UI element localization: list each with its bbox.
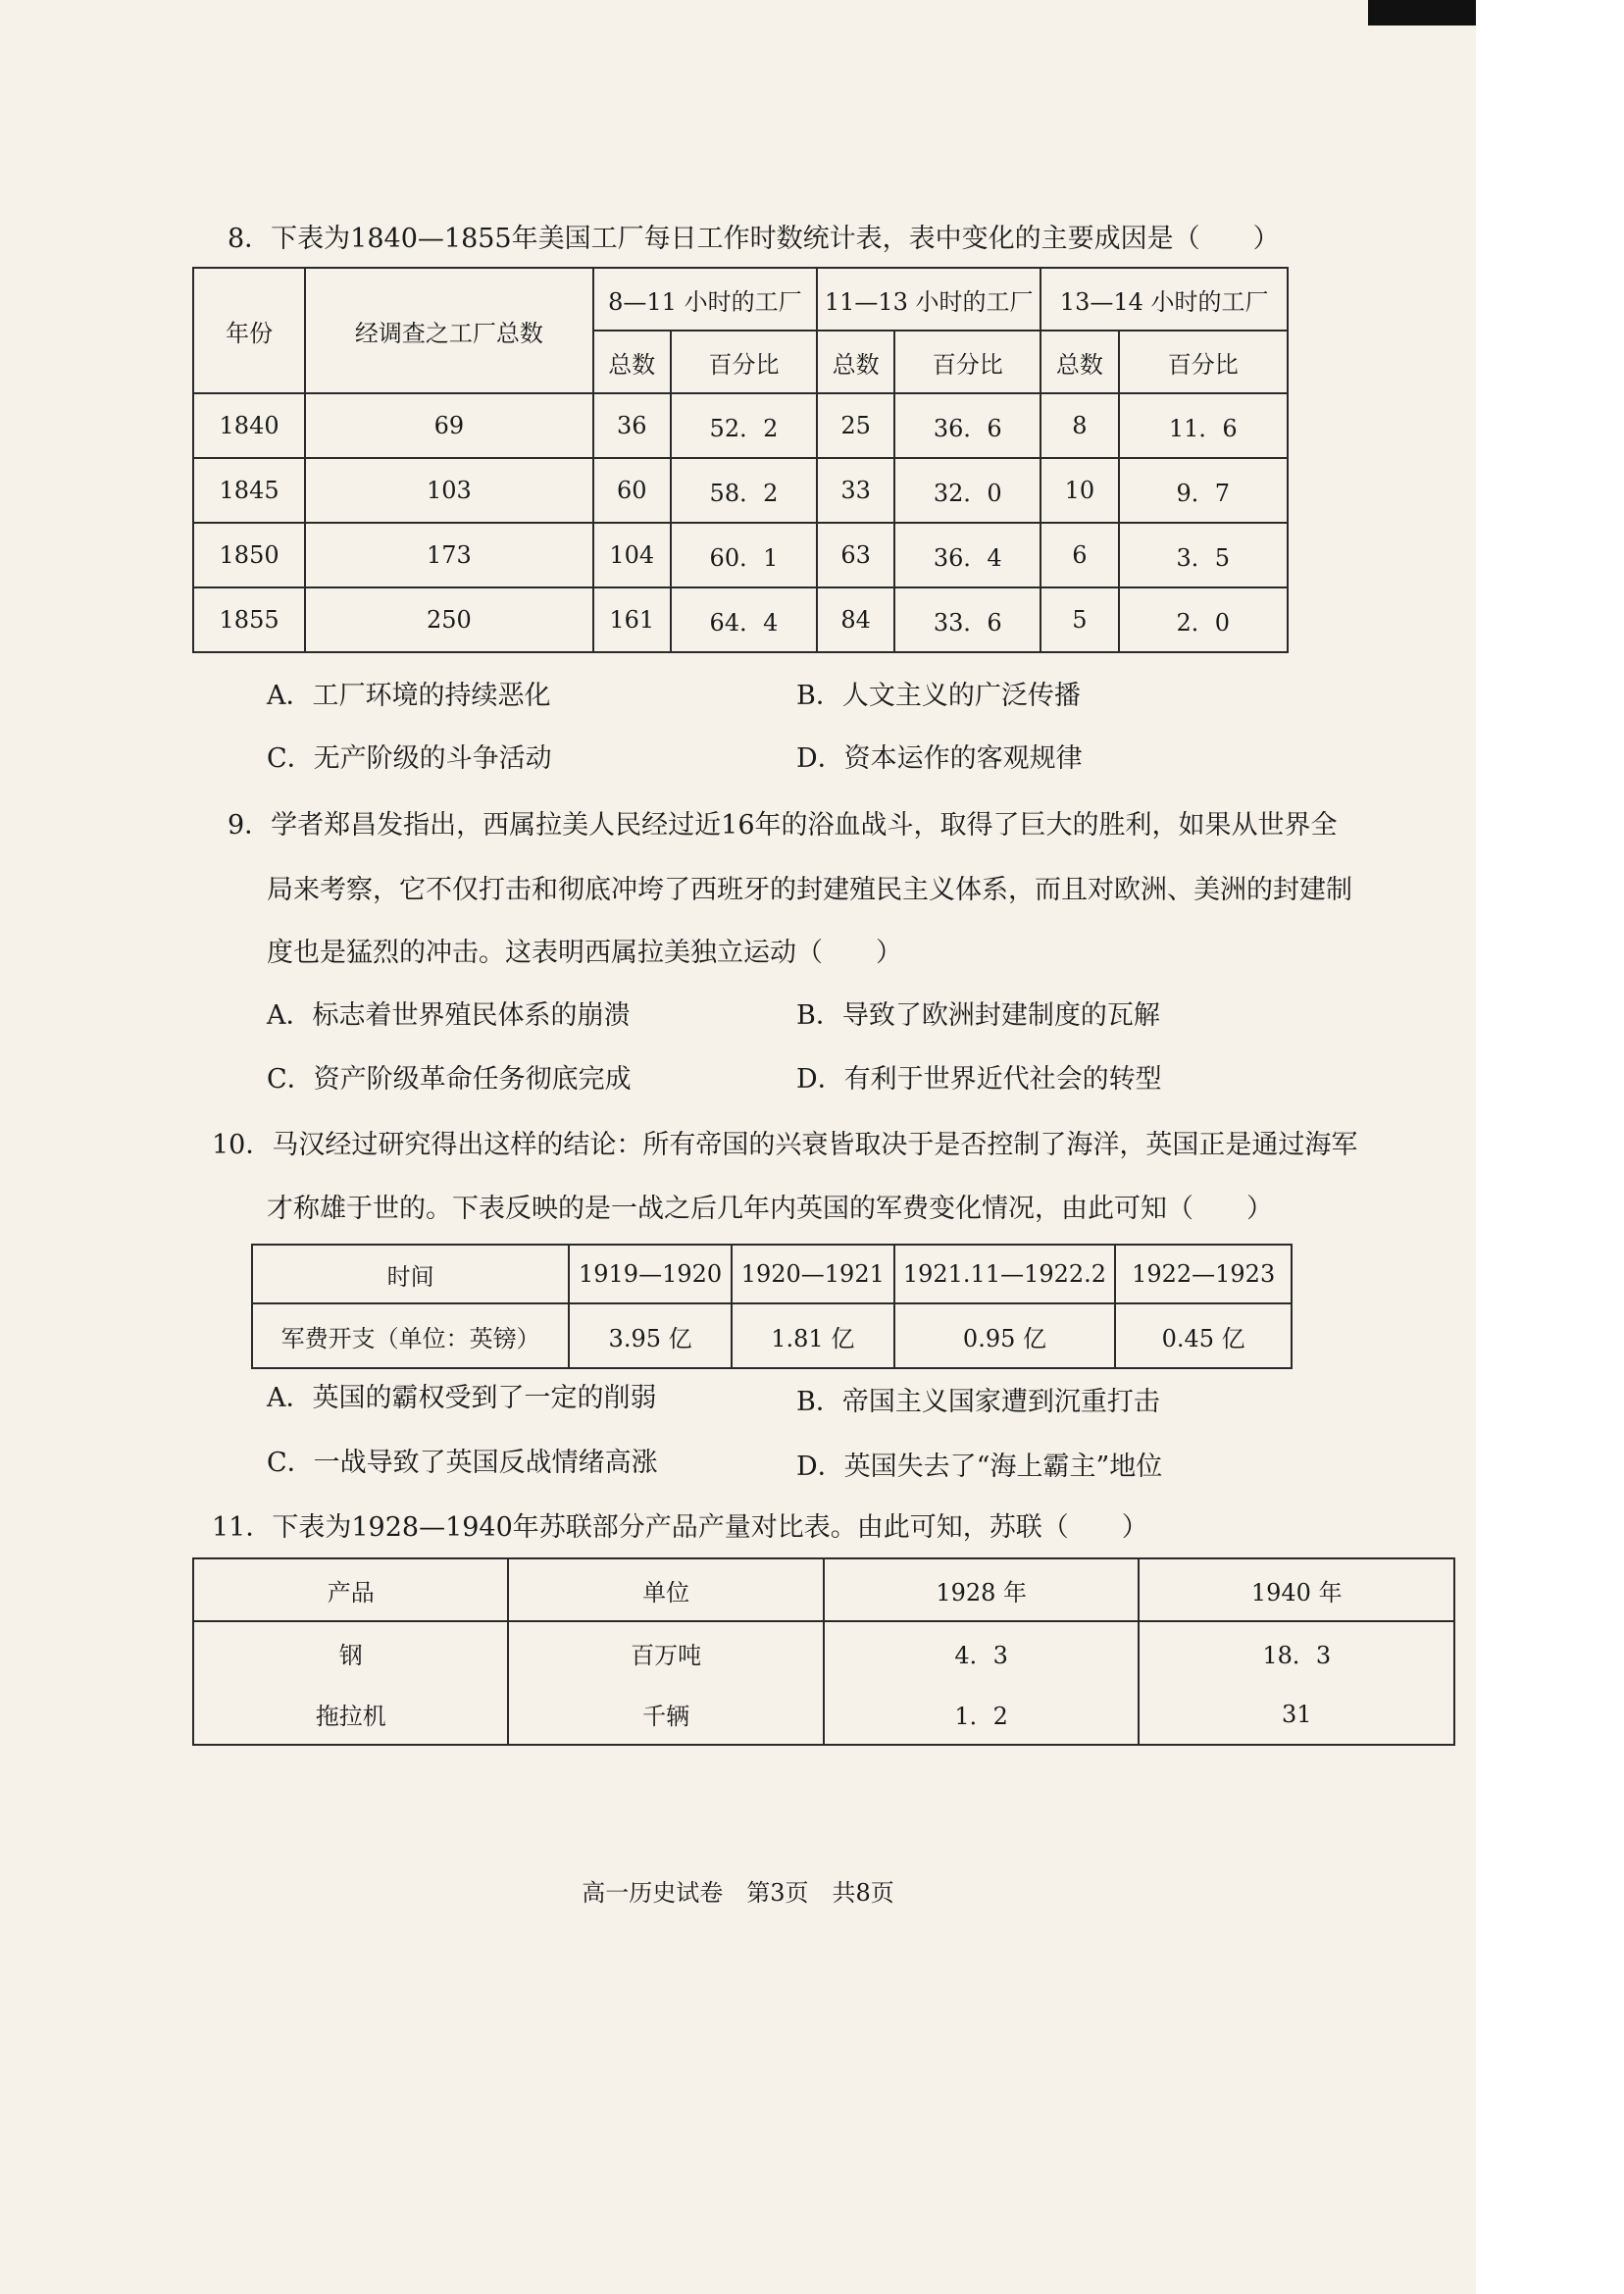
table-row <box>193 393 1288 458</box>
table-cell: 5 <box>1040 587 1118 652</box>
q8-option-a[interactable]: A．工厂环境的持续恶化 <box>267 681 551 711</box>
q8-header-count: 总数 <box>593 331 671 393</box>
table-cell: 18．3 <box>1139 1621 1454 1684</box>
q8-option-d[interactable]: D．资本运作的客观规律 <box>796 743 1083 774</box>
table-cell: 1855 <box>193 587 305 652</box>
table-cell: 25 <box>817 393 894 458</box>
q9-stem-line3: 度也是猛烈的冲击。这表明西属拉美独立运动（ ） <box>267 938 902 968</box>
table-cell: 1850 <box>193 523 305 587</box>
table-row <box>193 523 1288 587</box>
q8-header-total: 经调查之工厂总数 <box>305 268 593 393</box>
table-cell: 拖拉机 <box>193 1684 508 1745</box>
table-cell: 60．1 <box>671 523 817 587</box>
table-cell: 58．2 <box>671 458 817 523</box>
q9-option-c[interactable]: C．资产阶级革命任务彻底完成 <box>267 1064 632 1095</box>
q10-stem-line1: 10．马汉经过研究得出这样的结论：所有帝国的兴衰皆取决于是否控制了海洋，英国正是通过海军 <box>212 1130 1358 1160</box>
q10-option-d[interactable]: D．英国失去了“海上霸主”地位 <box>796 1452 1163 1482</box>
table-row <box>193 1621 1454 1684</box>
q11-stem: 11．下表为1928—1940年苏联部分产品产量对比表。由此可知，苏联（ ） <box>212 1512 1148 1543</box>
table-cell: 32．0 <box>894 458 1040 523</box>
q11-table <box>192 1557 1455 1746</box>
table-cell: 钢 <box>193 1621 508 1684</box>
table-cell: 时间 <box>252 1245 569 1303</box>
table-cell: 1845 <box>193 458 305 523</box>
table-cell: 1920—1921 <box>732 1245 894 1303</box>
table-cell: 10 <box>1040 458 1118 523</box>
table-cell: 31 <box>1139 1684 1454 1745</box>
table-cell: 产品 <box>193 1558 508 1621</box>
q8-table <box>192 267 1289 653</box>
q9-option-a[interactable]: A．标志着世界殖民体系的崩溃 <box>267 1000 631 1031</box>
table-cell: 1．2 <box>824 1684 1140 1745</box>
table-row <box>193 458 1288 523</box>
q9-option-b[interactable]: B．导致了欧洲封建制度的瓦解 <box>796 1000 1160 1031</box>
table-cell: 1840 <box>193 393 305 458</box>
q9-stem-line2: 局来考察，它不仅打击和彻底冲垮了西班牙的封建殖民主义体系，而且对欧洲、美洲的封建制 <box>267 875 1352 905</box>
table-cell: 9．7 <box>1119 458 1288 523</box>
q10-stem-line2: 才称雄于世的。下表反映的是一战之后几年内英国的军费变化情况，由此可知（ ） <box>267 1194 1273 1224</box>
table-cell: 84 <box>817 587 894 652</box>
q8-option-c[interactable]: C．无产阶级的斗争活动 <box>267 743 552 774</box>
table-cell: 1919—1920 <box>569 1245 732 1303</box>
table-cell: 64．4 <box>671 587 817 652</box>
table-cell: 0.95 亿 <box>894 1303 1116 1368</box>
table-cell: 1922—1923 <box>1115 1245 1292 1303</box>
table-cell: 11．6 <box>1119 393 1288 458</box>
table-cell: 4．3 <box>824 1621 1140 1684</box>
table-cell: 百万吨 <box>508 1621 823 1684</box>
table-row <box>193 1684 1454 1745</box>
table-cell: 3.95 亿 <box>569 1303 732 1368</box>
q8-header-pct: 百分比 <box>894 331 1040 393</box>
q8-header-g1: 8—11 小时的工厂 <box>593 268 817 331</box>
table-cell: 60 <box>593 458 671 523</box>
scan-edge <box>1368 0 1476 25</box>
table-cell: 千辆 <box>508 1684 823 1745</box>
q8-option-b[interactable]: B．人文主义的广泛传播 <box>796 681 1081 711</box>
table-cell: 161 <box>593 587 671 652</box>
q10-option-c[interactable]: C．一战导致了英国反战情绪高涨 <box>267 1448 658 1478</box>
q10-option-a[interactable]: A．英国的霸权受到了一定的削弱 <box>267 1383 657 1413</box>
table-cell: 6 <box>1040 523 1118 587</box>
table-cell: 69 <box>305 393 593 458</box>
table-cell: 1928 年 <box>824 1558 1140 1621</box>
table-cell: 33．6 <box>894 587 1040 652</box>
table-cell: 33 <box>817 458 894 523</box>
table-cell: 0.45 亿 <box>1115 1303 1292 1368</box>
table-cell: 104 <box>593 523 671 587</box>
q8-header-count: 总数 <box>817 331 894 393</box>
q10-option-b[interactable]: B．帝国主义国家遭到沉重打击 <box>796 1387 1160 1417</box>
q10-table <box>251 1244 1293 1369</box>
table-cell: 173 <box>305 523 593 587</box>
table-cell: 8 <box>1040 393 1118 458</box>
q9-stem-line1: 9．学者郑昌发指出，西属拉美人民经过近16年的浴血战斗，取得了巨大的胜利，如果从世界全 <box>228 810 1338 841</box>
table-cell: 36 <box>593 393 671 458</box>
table-cell: 军费开支（单位：英镑） <box>252 1303 569 1368</box>
q8-header-year: 年份 <box>193 268 305 393</box>
table-cell: 250 <box>305 587 593 652</box>
table-cell: 1940 年 <box>1139 1558 1454 1621</box>
page-footer: 高一历史试卷 第3页 共8页 <box>582 1879 894 1907</box>
q8-header-count: 总数 <box>1040 331 1118 393</box>
table-cell: 3．5 <box>1119 523 1288 587</box>
table-row <box>252 1245 1292 1303</box>
q8-header-g2: 11—13 小时的工厂 <box>817 268 1040 331</box>
table-cell: 2．0 <box>1119 587 1288 652</box>
table-row <box>193 1558 1454 1621</box>
table-cell: 单位 <box>508 1558 823 1621</box>
q8-stem: 8．下表为1840—1855年美国工厂每日工作时数统计表，表中变化的主要成因是（ ） <box>228 224 1280 254</box>
table-cell: 1.81 亿 <box>732 1303 894 1368</box>
table-cell: 36．4 <box>894 523 1040 587</box>
table-row <box>252 1303 1292 1368</box>
q8-header-pct: 百分比 <box>1119 331 1288 393</box>
table-cell: 52．2 <box>671 393 817 458</box>
table-cell: 103 <box>305 458 593 523</box>
q9-option-d[interactable]: D．有利于世界近代社会的转型 <box>796 1064 1162 1095</box>
q8-header-pct: 百分比 <box>671 331 817 393</box>
table-cell: 1921.11—1922.2 <box>894 1245 1116 1303</box>
table-row <box>193 587 1288 652</box>
table-cell: 63 <box>817 523 894 587</box>
table-cell: 36．6 <box>894 393 1040 458</box>
q8-header-g3: 13—14 小时的工厂 <box>1040 268 1288 331</box>
